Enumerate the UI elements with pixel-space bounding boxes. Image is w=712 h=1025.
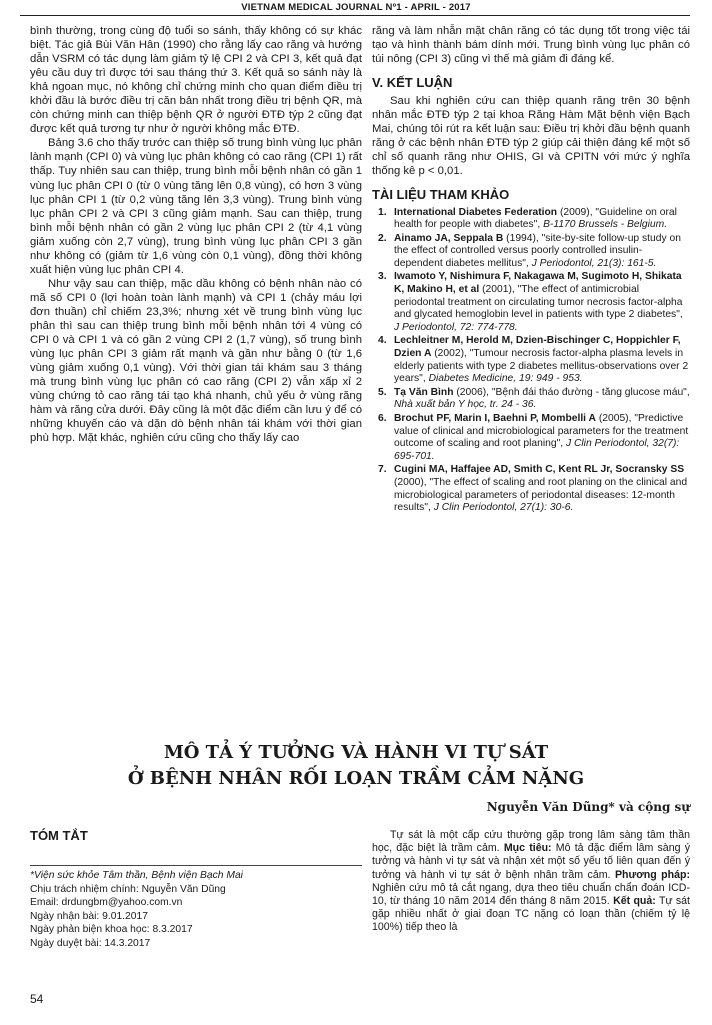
body-paragraph: bình thường, trong cùng độ tuổi so sánh, thấy không có sự khác biệt. Tác giả Bùi Văn Hân (1990) cho rằng lấy cao răng và hướng dẫn VSRM có tác dụng làm giảm tỷ lệ CPI 2 và CPI 3, kết quả đạt yêu cầu duy trì được tới sau tháng thứ 3. Kết quả so sánh này là khả ngoan mục, nó không chỉ chứng minh cho quan điểm điều trị khởi đầu là bước điều trị căn bản nhất trong điều trị bệnh QR, mà còn chứng minh can thiệp bệnh QR ở người ĐTĐ týp 2 cũng đạt được kết quả tương tự như ở người không mắc ĐTĐ. [30,25,362,136]
references-heading: TÀI LIỆU THAM KHẢO [372,187,510,203]
responsible-author: Chịu trách nhiệm chính: Nguyễn Văn Dũng [30,883,226,895]
conclusion-heading: V. KẾT LUẬN [372,75,453,91]
reference-item: 1. International Diabetes Federation (2009), "Guideline on oral health for people with diabetes", B-1170 Brussels - Belgium. [378,206,677,231]
conclusion-paragraph: Sau khi nghiên cứu can thiệp quanh răng trên 30 bệnh nhân mắc ĐTĐ týp 2 tại khoa Răng Hàm Mặt bệnh viện Bạch Mai, chúng tôi rút ra kết luận sau: Điều trị khởi đầu bệnh quanh răng ở các bệnh nhân ĐTĐ týp 2 giúp cải thiện đáng kể một số chỉ số quanh răng như OHIS, GI và CPITN với mức ý nghĩa thống kê p < 0,01. [372,95,690,178]
email: Email: drdungbm@yahoo.com.vn [30,897,183,909]
reference-item: 6. Brochut PF, Marin I, Baehni P, Mombelli A (2005), "Predictive value of clinical and microbiological parameters for the treatment outcome of scaling and root planing", J Clin Periodontol, 32(7): 695-701. [378,413,689,462]
abstract [372,829,690,935]
received-date: Ngày nhận bài: 9.01.2017 [30,910,148,922]
header-rule [20,15,690,16]
body-paragraph: Bảng 3.6 cho thấy trước can thiệp số trung bình vùng lục phân lành mạnh (CPI 0) và vùng lục phân không có cao răng (CPI 1) rất thấp. Tuy nhiên sau can thiệp, trung bình mỗi bệnh nhân có gần 1 vùng lục phân CPI 0 (từ 0 vùng tăng lên 0,8 vùng), có hơn 3 vùng lục phân CPI 1 (từ 0,2 vùng tăng lên 3,3 vùng). Trung bình vùng lục phân CPI 2 và CPI 3 cũng giảm mạnh. Sau can thiệp, trung bình mỗi bệnh nhân có gần 2 vùng lục phân CPI 2 (từ 4,1 vùng giảm xuống còn 2,7 vùng), trung bình vùng lục phân CPI 3 gần như không có (giảm từ 1,6 vùng còn 0,1 vùng), đồng thời không xuất hiện vùng lục phân CPI 4. [30,137,362,276]
body-paragraph: răng và làm nhẵn mặt chân răng có tác dụng tốt trong việc tái tạo và hình thành bám dính mới. Trung bình vùng lục phân có túi nông (CPI 3) cũng vì thế mà giảm đi đáng kể. [372,25,690,66]
right-column [372,24,690,516]
article-title-line: Ở BỆNH NHÂN RỐI LOẠN TRẦM CẢM NẶNG [127,768,585,789]
accepted-date: Ngày duyệt bài: 14.3.2017 [30,937,151,949]
article-title [0,740,712,792]
affiliation: *Viện sức khỏe Tâm thần, Bệnh viện Bạch Mai [30,870,243,881]
abstract-paragraph: Tự sát là một cấp cứu thường gặp trong lâm sàng tâm thần học, đặc biệt là trầm cảm. Mục tiêu: Mô tả đặc điểm lâm sàng ý tưởng và hành vi tự sát và nhận xét một số yếu tố liên quan đến ý tưởng và hành vi tự sát ở bệnh nhân trầm cảm. Phương pháp: Nghiên cứu mô tả cắt ngang, dựa theo tiêu chuẩn chẩn đoán ICD-10, từ tháng 10 năm 2014 đến tháng 8 năm 2015. Kết quả: Tự sát gặp nhiều nhất ở giai đoạn TC nặng có loạn thần (chiếm tỷ lệ 100%) tiếp theo là [372,829,690,934]
reference-item: 4. Lechleitner M, Herold M, Dzien-Bischinger C, Hoppichler F, Dzien A (2002), "Tumour necrosis factor-alpha plasma levels in elderly patients with type 2 diabetes mellitus-observations over 2 years", Diabetes Medicine, 19: 949 - 953. [378,335,689,385]
body-paragraph: Như vậy sau can thiệp, mặc dầu không có bệnh nhân nào có mã số CPI 0 (lợi hoàn toàn lành mạnh) và CPI 1 (chảy máu lợi đơn thuần) chỉ chiếm 23,3%; nhưng xét về trung bình vùng lục phân thì sau can thiệp trung bình mỗi bệnh nhân tới 4 vùng có CPI 0 và CPI 1 và có gần 2 vùng CPI 2 (1,7 vùng), số trung bình vùng lục phân CPI 3 giảm rất mạnh và gần như bằng 0 (từ 1,6 vùng giảm xuống 0,1 vùng). Với thời gian tái khám sau 3 tháng mà trung bình vùng lục phân có cao răng (CPI 2) vẫn xấp xỉ 2 vùng chứng tỏ cao răng tái tạo khá nhanh, chủ yếu ở vùng răng hàm và răng cửa dưới. Đây cũng là một đặc điểm cần lưu ý để có những khuyến cáo và dặn dò bệnh nhân tái khám với thời gian phù hợp. Mặt khác, nghiên cứu cũng cho thấy lấy cao [30,277,362,445]
reference-item: 3. Iwamoto Y, Nishimura F, Nakagawa M, Sugimoto H, Shikata K, Makino H, et al (2001), "The effect of antimicrobial periodontal treatment on circulating tumor necrosis factor-alpha and glycated hemoglobin level in patients with type 2 diabetes", J Periodontol, 72: 774-778. [378,271,683,333]
article-metadata [30,865,362,951]
journal-header: VIETNAM MEDICAL JOURNAL Nº1 - APRIL - 2017 [241,2,471,13]
left-column [30,24,362,445]
review-date: Ngày phản biện khoa học: 8.3.2017 [30,924,193,936]
article-authors: Nguyễn Văn Dũng* và cộng sự [486,800,690,814]
reference-item: 2. Ainamo JA, Seppala B (1994), "site-by-site follow-up study on the effect of controlled versus poorly controlled insulin-dependent diabetes mellitus", J Periodontol, 21(3): 161-5. [378,232,681,269]
article-title-line: MÔ TẢ Ý TƯỞNG VÀ HÀNH VI TỰ SÁT [163,742,549,763]
reference-item: 5. Tạ Văn Bình (2006), "Bệnh đái tháo đường - tăng glucose máu", Nhà xuất bản Y học, tr. 24 - 36. [378,386,690,411]
reference-item: 7. Cugini MA, Haffajee AD, Smith C, Kent RL Jr, Socransky SS (2000), "The effect of scaling and root planing on the clinical and microbiological parameters of periodontal diseases: 12-month results", J Clin Periodontol, 27(1): 30-6. [378,464,688,514]
summary-heading: TÓM TẮT [30,828,88,843]
reference-list [372,207,690,515]
page-number: 54 [30,992,44,1006]
